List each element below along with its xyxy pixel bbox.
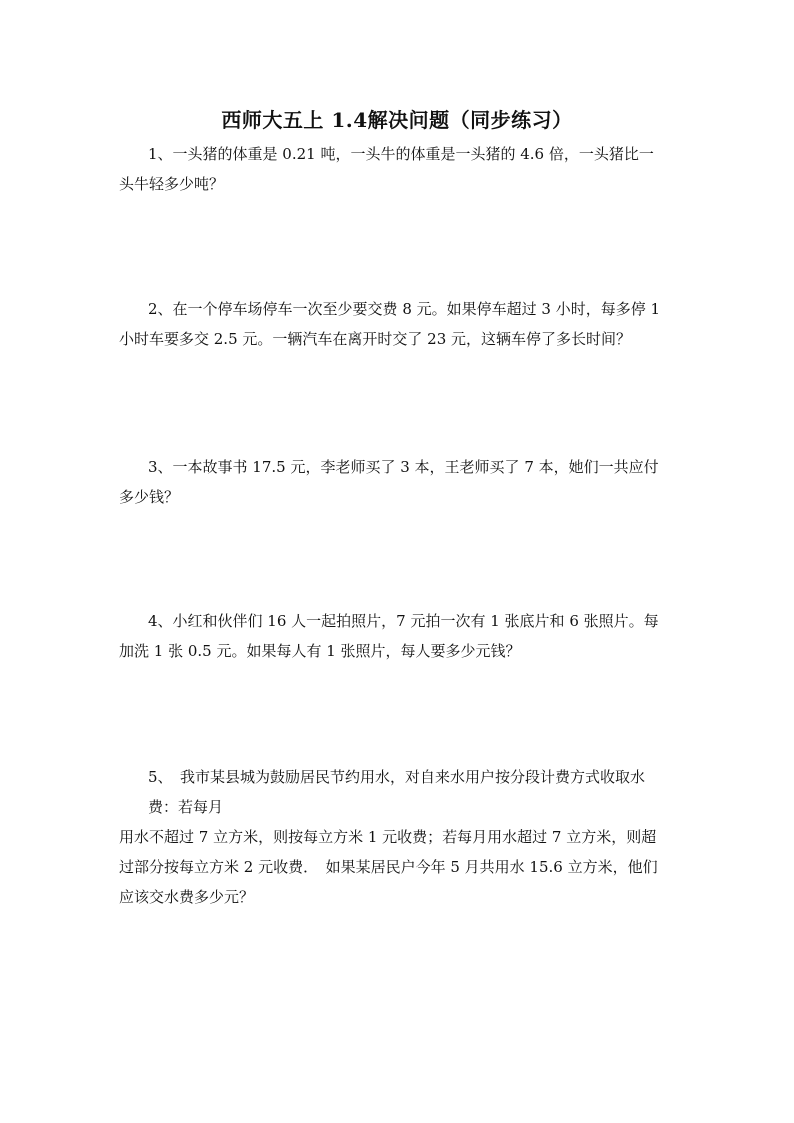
question-2 (119, 294, 675, 354)
question-5-line-3: 用水不超过 7 立方米，则按每立方米 1 元收费；若每月用水超过 7 立方米，则超 (119, 828, 657, 846)
question-5-line-4: 过部分按每立方米 2 元收费． 如果某居民户今年 5 月共用水 15.6 立方米，他们 (119, 858, 658, 876)
question-1 (119, 139, 675, 199)
question-2-line-1: 2、在一个停车场停车一次至少要交费 8 元。如果停车超过 3 小时，每多停 1 (148, 300, 661, 318)
question-3-line-2: 多少钱？ (119, 488, 180, 506)
question-4-line-2: 加洗 1 张 0.5 元。如果每人有 1 张照片，每人要多少元钱？ (119, 642, 521, 660)
question-4 (119, 606, 675, 666)
question-5-line-2: 费：若每月 (148, 798, 224, 816)
question-2-line-2: 小时车要多交 2.5 元。一辆汽车在离开时交了 23 元，这辆车停了多长时间？ (119, 330, 632, 348)
question-5-line-1: 5、 我市某县城为鼓励居民节约用水，对自来水用户按分段计费方式收取水 (148, 768, 646, 786)
page-title: 西师大五上 1.4解决问题（同步练习） (221, 108, 573, 132)
question-1-line-1: 1、一头猪的体重是 0.21 吨，一头牛的体重是一头猪的 4.6 倍，一头猪比一 (148, 145, 654, 163)
question-4-line-1: 4、小红和伙伴们 16 人一起拍照片，7 元拍一次有 1 张底片和 6 张照片。每 (148, 612, 659, 630)
question-3 (119, 452, 675, 512)
question-5-line-5: 应该交水费多少元？ (119, 888, 255, 906)
question-5 (119, 762, 675, 912)
question-1-line-2: 头牛轻多少吨？ (119, 175, 225, 193)
question-3-line-1: 3、一本故事书 17.5 元，李老师买了 3 本，王老师买了 7 本，她们一共应付 (148, 458, 659, 476)
